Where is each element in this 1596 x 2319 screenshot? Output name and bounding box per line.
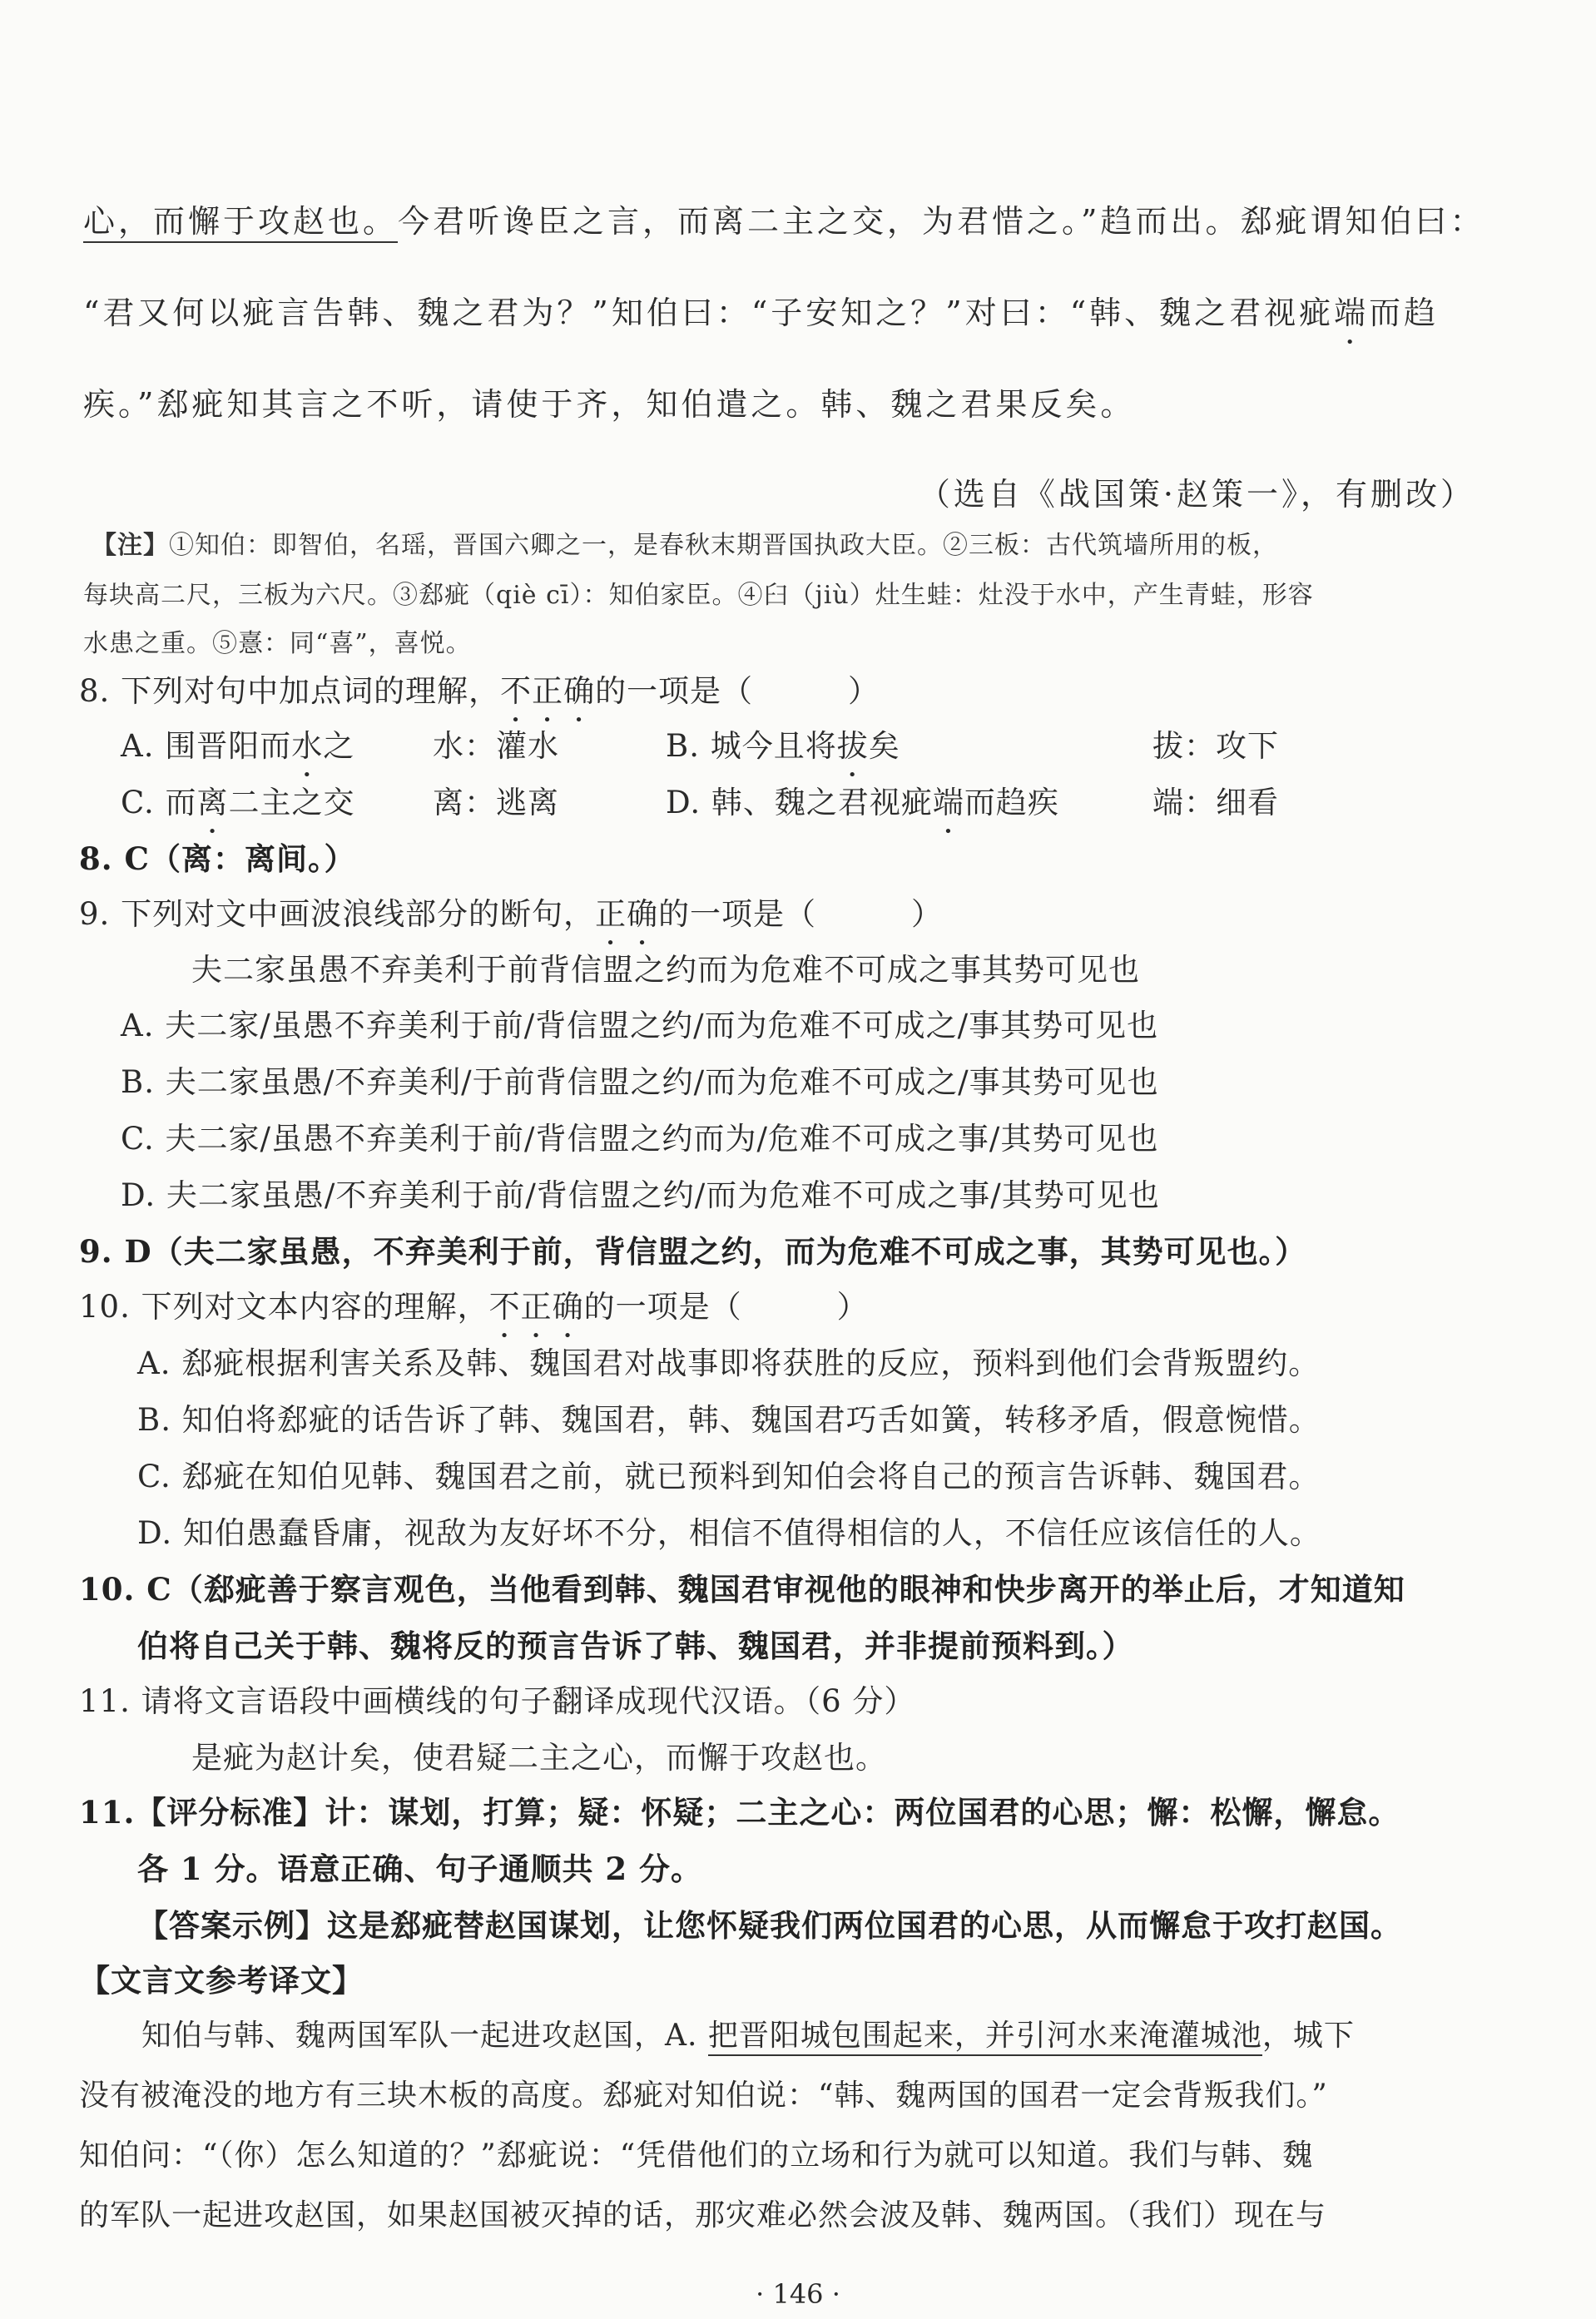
q8-stem: 8. 下列对句中加点词的理解，不正确的一项是（ ）	[79, 673, 880, 709]
q11-answer-line-1: 11.【评分标准】计：谋划，打算；疑：怀疑；二主之心：两位国君的心思；懈：松懈，懈怠。	[79, 1794, 1400, 1831]
page-number: · 146 ·	[756, 2278, 840, 2310]
translation-line-1: 知伯与韩、魏两国军队一起进攻赵国，A. 把晋阳城包围起来，并引河水来淹灌城池，城下	[141, 2012, 1355, 2054]
q9-answer: 9. D（夫二家虽愚，不弃美利于前，背信盟之约，而为危难不可成之事，其势可见也。）	[79, 1233, 1307, 1270]
q11-sentence: 是疵为赵计矣，使君疑二主之心，而懈于攻赵也。	[191, 1740, 887, 1776]
underlined-phrase: 把晋阳城包围起来，并引河水来淹灌城池	[708, 2019, 1262, 2056]
translation-heading: 【文言文参考译文】	[79, 1962, 364, 1999]
q9-option-a: A. 夫二家/虽愚不弃美利于前/背信盟之约/而为危难不可成之/事其势可见也	[121, 1008, 1159, 1043]
q9-stem: 9. 下列对文中画波浪线部分的断句，正确的一项是（ ）	[79, 896, 944, 932]
passage-source: （选自《战国策·赵策一》，有删改）	[918, 476, 1475, 513]
q8-option-a-gloss: 水：灌水	[433, 728, 559, 764]
q8-answer: 8. C（离：离间。）	[79, 840, 356, 877]
q10-answer-line-1: 10. C（郄疵善于察言观色，当他看到韩、魏国君审视他的眼神和快步离开的举止后，才知道知	[79, 1571, 1405, 1608]
q9-option-b: B. 夫二家虽愚/不弃美利/于前背信盟之约/而为危难不可成之/事其势可见也	[121, 1064, 1159, 1100]
q10-option-c: C. 郄疵在知伯见韩、魏国君之前，就已预料到知伯会将自己的预言告诉韩、魏国君。	[137, 1459, 1321, 1494]
passage-line-2: “君又何以疵言告韩、魏之君为？”知伯曰：“子安知之？”对曰：“韩、魏之君视疵端而趋	[83, 295, 1440, 331]
q11-stem: 11. 请将文言语段中画横线的句子翻译成现代汉语。（6 分）	[79, 1683, 916, 1719]
q8-option-c: C. 而离二主之交	[121, 785, 355, 820]
translation-line-3: 知伯问：“（你）怎么知道的？”郄疵说：“凭借他们的立场和行为就可以知道。我们与韩、魏	[79, 2138, 1314, 2173]
notes-line-3: 水患之重。⑤憙：同“喜”，喜悦。	[83, 629, 472, 658]
q9-option-d: D. 夫二家虽愚/不弃美利于前/背信盟之约/而为危难不可成之事/其势可见也	[121, 1177, 1160, 1213]
translation-line-2: 没有被淹没的地方有三块木板的高度。郄疵对知伯说：“韩、魏两国的国君一定会背叛我们。”	[79, 2079, 1328, 2113]
q10-option-a: A. 郄疵根据利害关系及韩、魏国君对战事即将获胜的反应，预料到他们会背叛盟约。	[137, 1345, 1321, 1381]
q8-option-b-gloss: 拔：攻下	[1152, 728, 1279, 764]
q8-option-b: B. 城今且将拔矣	[666, 728, 900, 764]
q8-option-c-gloss: 离：逃离	[433, 785, 559, 820]
underlined-sentence-end: 心，而懈于攻赵也。	[83, 203, 398, 243]
notes-label: 【注】	[92, 531, 169, 560]
passage-line-1: 心，而懈于攻赵也。今君听谗臣之言，而离二主之交，为君惜之。”趋而出。郄疵谓知伯曰：	[83, 196, 1484, 241]
q8-option-d-gloss: 端：细看	[1152, 785, 1279, 820]
dotted-char: 端	[1334, 295, 1370, 331]
q10-answer-line-2: 伯将自己关于韩、魏将反的预言告诉了韩、魏国君，并非提前预料到。）	[137, 1628, 1134, 1664]
q8-option-a: A. 围晋阳而水之	[121, 728, 355, 764]
q11-answer-example: 【答案示例】这是郄疵替赵国谋划，让您怀疑我们两位国君的心思，从而懈怠于攻打赵国。	[137, 1907, 1402, 1944]
translation-line-4: 的军队一起进攻赵国，如果赵国被灭掉的话，那灾难必然会波及韩、魏两国。（我们）现在与	[79, 2198, 1327, 2232]
q9-text: 夫二家虽愚不弃美利于前背信盟之约而为危难不可成之事其势可见也	[191, 952, 1140, 988]
q8-option-d: D. 韩、魏之君视疵端而趋疾	[666, 785, 1059, 820]
q11-answer-line-2: 各 1 分。语意正确、句子通顺共 2 分。	[137, 1851, 703, 1887]
q10-stem: 10. 下列对文本内容的理解，不正确的一项是（ ）	[79, 1289, 869, 1325]
notes-line-1: 【注】①知伯：即智伯，名瑶，晋国六卿之一，是春秋末期晋国执政大臣。②三板：古代筑墙所用的板，	[92, 531, 1278, 560]
q9-option-c: C. 夫二家/虽愚不弃美利于前/背信盟之约而为/危难不可成之事/其势可见也	[121, 1121, 1159, 1157]
passage-line-3: 疾。”郄疵知其言之不听，请使于齐，知伯遣之。韩、魏之君果反矣。	[83, 386, 1136, 423]
notes-line-2: 每块高二尺，三板为六尺。③郄疵（qiè cī）：知伯家臣。④臼（jiù）灶生蛙：灶没于水中，产生青蛙，形容	[83, 581, 1314, 610]
q10-option-d: D. 知伯愚蠢昏庸，视敌为友好坏不分，相信不值得相信的人，不信任应该信任的人。	[137, 1515, 1321, 1551]
q10-option-b: B. 知伯将郄疵的话告诉了韩、魏国君，韩、魏国君巧舌如簧，转移矛盾，假意惋惜。	[137, 1402, 1321, 1438]
